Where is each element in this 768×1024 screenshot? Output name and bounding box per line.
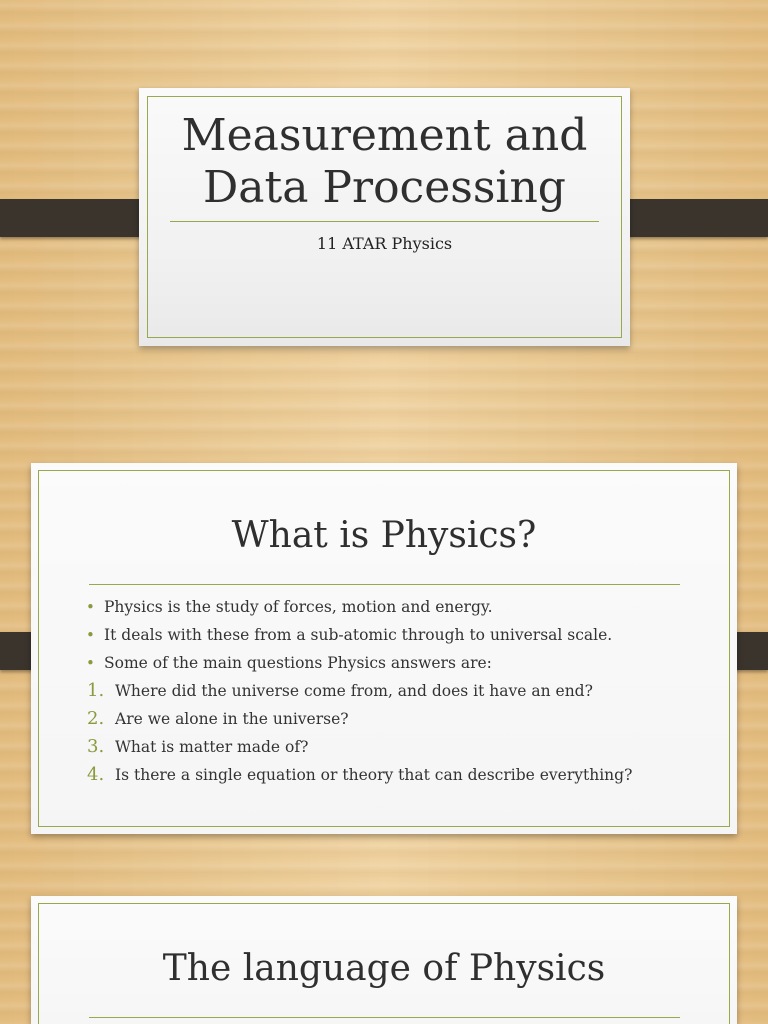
slide3-divider (89, 1017, 680, 1018)
bullet-icon: • (86, 626, 95, 644)
slide1-left-strap (0, 199, 156, 237)
slide2-numbered-list (87, 677, 632, 789)
bullet-text: It deals with these from a sub-atomic through to universal scale. (104, 626, 613, 644)
bullet-icon: • (86, 654, 95, 672)
slide2-card[interactable] (31, 463, 737, 834)
number-marker: 2. (87, 708, 105, 729)
number-marker: 4. (87, 764, 105, 785)
bullet-item (86, 621, 612, 649)
numbered-item (87, 677, 632, 705)
numbered-text: Are we alone in the universe? (115, 710, 349, 728)
bullet-text: Physics is the study of forces, motion and energy. (104, 598, 493, 616)
bullet-text: Some of the main questions Physics answers are: (104, 654, 492, 672)
slide2-title: What is Physics? (231, 515, 537, 556)
numbered-item (87, 705, 632, 733)
numbered-item (87, 761, 632, 789)
bullet-item (86, 649, 612, 677)
slide1-divider (170, 221, 599, 222)
numbered-item (87, 733, 632, 761)
numbered-text: Is there a single equation or theory that can describe everything? (115, 766, 633, 784)
number-marker: 3. (87, 736, 105, 757)
slide2-bullet-list (86, 593, 612, 677)
numbered-text: What is matter made of? (115, 738, 309, 756)
slide2-divider (89, 584, 680, 585)
slide1-card[interactable] (139, 88, 630, 346)
slide3-title: The language of Physics (162, 948, 606, 989)
number-marker: 1. (87, 680, 105, 701)
bullet-icon: • (86, 598, 95, 616)
slide1-title-line2: Data Processing (203, 162, 566, 213)
slide3-card[interactable] (31, 896, 737, 1024)
numbered-text: Where did the universe come from, and does it have an end? (115, 682, 593, 700)
slide1-right-strap (612, 199, 768, 237)
bullet-item (86, 593, 612, 621)
slide1-subtitle: 11 ATAR Physics (316, 234, 453, 253)
slide1-title-line1: Measurement and (181, 110, 588, 161)
